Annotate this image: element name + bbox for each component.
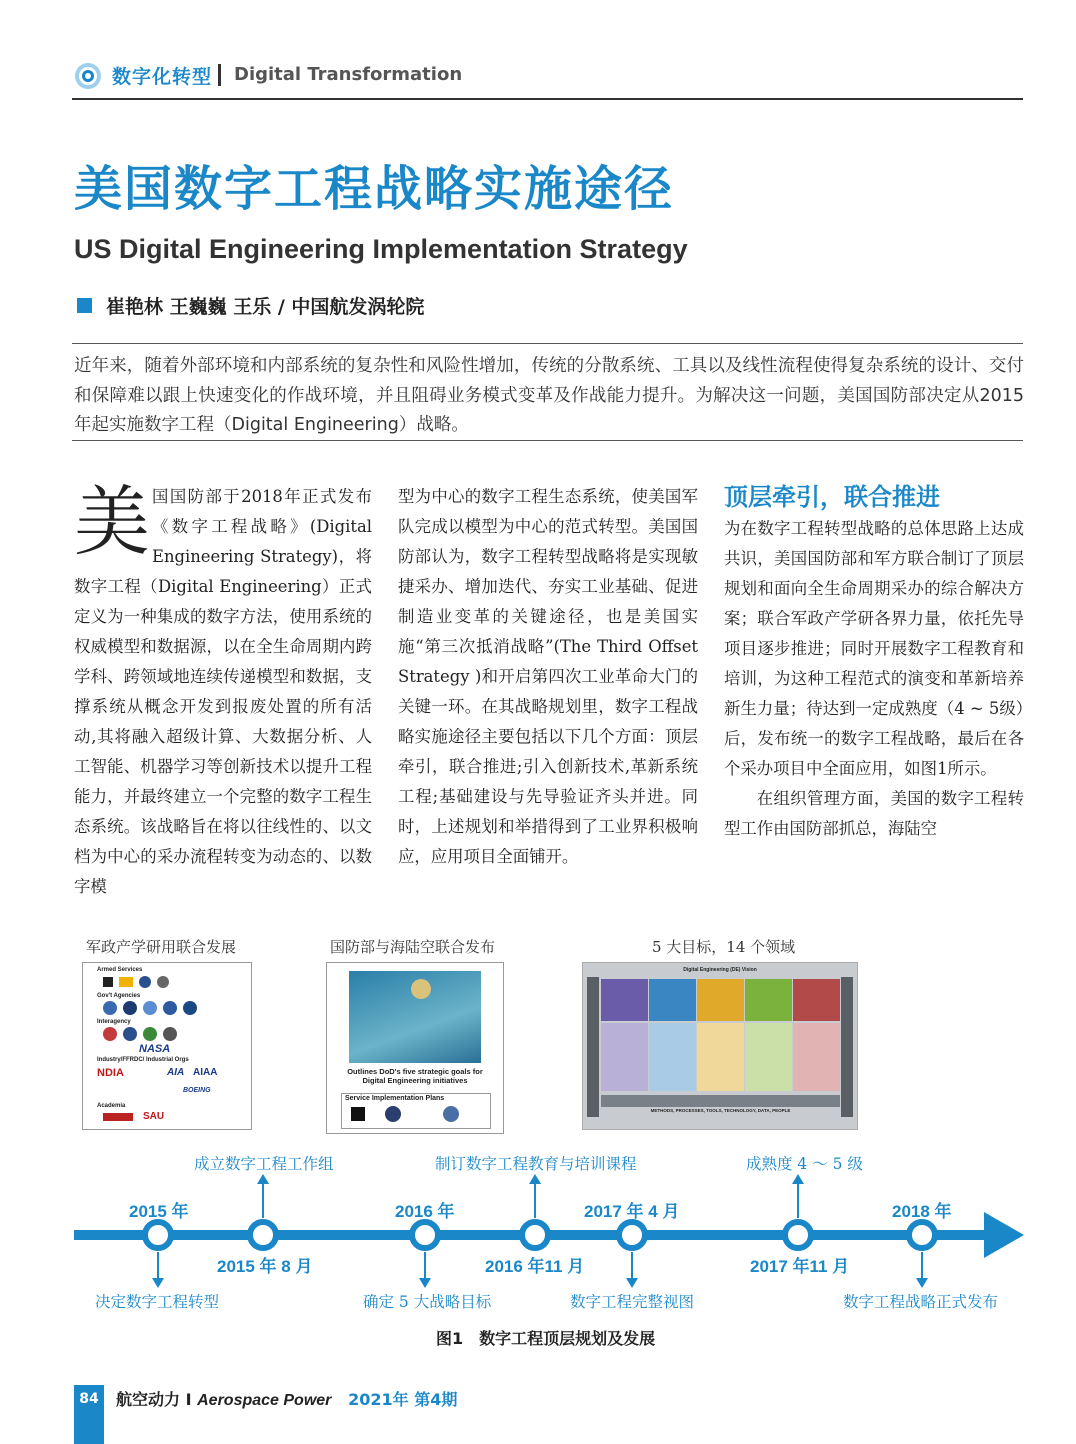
timeline-event: 制订数字工程教育与培训课程	[435, 1155, 637, 1173]
image-caption: 军政产学研用联合发展	[86, 938, 237, 956]
aia-logo-text: AIA	[167, 1067, 185, 1078]
page-number: 84	[79, 1391, 99, 1407]
caption-text: Academia	[97, 1103, 126, 1109]
caption-text: Interagency	[97, 1019, 131, 1025]
sau-logo-text: SAU	[143, 1111, 165, 1122]
timeline-event: 成立数字工程工作组	[194, 1155, 334, 1173]
timeline-chart	[70, 1170, 1030, 1300]
timeline-arrow	[419, 1278, 431, 1288]
body-column-2	[398, 482, 698, 872]
caption-text: Industry/FFRDC/ Industrial Orgs	[97, 1057, 189, 1063]
timeline-arrow	[152, 1278, 164, 1288]
caption-text: Gov't Agencies	[97, 993, 141, 999]
journal-name-en: Aerospace Power	[197, 1392, 332, 1409]
timeline-date: 2017 年 4 月	[584, 1202, 680, 1221]
vision-title: Digital Engineering (DE) Vision	[683, 967, 757, 973]
body-column-1	[74, 477, 372, 902]
timeline-date: 2016 年11 月	[485, 1257, 585, 1276]
drop-cap: 美	[74, 477, 150, 566]
boeing-logo-text: BOEING	[183, 1087, 211, 1094]
timeline-node	[522, 1222, 548, 1248]
timeline-event: 数字工程战略正式发布	[843, 1293, 999, 1311]
timeline-node	[412, 1222, 438, 1248]
timeline-date: 2016 年	[395, 1202, 455, 1221]
timeline-date: 2018 年	[892, 1202, 952, 1221]
timeline-arrow	[529, 1174, 541, 1184]
journal-name-cn: 航空动力	[116, 1390, 181, 1409]
de-vision-image	[582, 962, 858, 1130]
timeline-arrow	[792, 1174, 804, 1184]
author-marker	[77, 298, 92, 313]
section-title-cn: 数字化转型	[112, 66, 213, 88]
section-logo-icon	[74, 62, 102, 90]
plans-label: Service Implementation Plans	[345, 1095, 445, 1102]
timeline-event: 决定数字工程转型	[95, 1293, 220, 1311]
timeline-arrow	[257, 1174, 269, 1184]
cover-caption: Outlines DoD's five strategic goals for Digital Engineering initiatives	[347, 1067, 483, 1085]
timeline-date: 2017 年11 月	[750, 1257, 850, 1276]
article-title-cn: 美国数字工程战略实施途径	[74, 161, 675, 217]
timeline-arrow	[916, 1278, 928, 1288]
timeline-node	[250, 1222, 276, 1248]
vision-foundation: METHODS, PROCESSES, TOOLS, TECHNOLOGY, DATA, PEOPLE	[650, 1108, 791, 1113]
header-separator	[218, 64, 221, 86]
paragraph: 为在数字工程转型战略的总体思路上达成共识，美国国防部和军方联合制订了顶层规划和面向全生命周期采办的综合解决方案；联合军政产学研各界力量，依托先导项目逐步推进；同时开展数字工程教育和培训，为这种工程范式的演变和革新培养新生力量；待达到一定成熟度（4 ~ 5级）后，发布统一的数字工程战略，最后在各个采办项目中全面应用，如图1所示。	[724, 519, 1024, 778]
timeline-node	[145, 1222, 171, 1248]
timeline-event: 确定 5 大战略目标	[363, 1293, 492, 1311]
paragraph: 国国防部于2018年正式发布《数字工程战略》(Digital Engineering Strategy)，将数字工程（Digital Engineering）正式定义为一种集成的数字方法，使用系统的权威模型和数据源，以在全生命周期内跨学科、跨领域地连续传递模型和数据，支撑系统从概念开发到报废处置的所有活动,其将融入超级计算、大数据分析、人工智能、机器学习等创新技术以提升工程能力，并最终建立一个完整的数字工程生态系统。该战略旨在将以往线性的、以文档为中心的采办流程转变为动态的、以数字模	[74, 487, 372, 896]
image-caption: 国防部与海陆空联合发布	[330, 938, 496, 956]
timeline-arrowhead	[984, 1212, 1024, 1258]
paragraph: 型为中心的数字工程生态系统，使美国军队完成以模型为中心的范式转型。美国国防部认为，数字工程转型战略将是实现敏捷采办、增加迭代、夯实工业基础、促进制造业变革的关键途径，也是美国实施“第三次抵消战略”(The Third Offset Strategy )和开启第四次工业革命大门的关键一环。在其战略规划里，数字工程战略实施途径主要包括以下几个方面：顶层牵引，联合推进;引入创新技术,革新系统工程;基础建设与先导验证齐头并进。同时，上述规划和举措得到了工业界积极响应，应用项目全面铺开。	[398, 487, 698, 866]
partners-image	[82, 962, 252, 1130]
journal-line: 航空动力 I Aerospace Power 2021年 第4期	[116, 1390, 458, 1409]
timeline-event: 数字工程完整视图	[570, 1293, 695, 1311]
paragraph: 在组织管理方面，美国的数字工程转型工作由国防部抓总，海陆空	[724, 789, 1024, 838]
timeline-event: 成熟度 4 ～ 5 级	[746, 1155, 863, 1173]
timeline-date: 2015 年 8 月	[217, 1257, 313, 1276]
article-title-en: US Digital Engineering Implementation Strategy	[74, 234, 688, 264]
header-rule	[72, 98, 1023, 100]
timeline-node	[909, 1222, 935, 1248]
timeline-date: 2015 年	[129, 1202, 189, 1221]
timeline-arrow	[626, 1278, 638, 1288]
figure-caption: 图1 数字工程顶层规划及发展	[436, 1329, 656, 1348]
aiaa-logo-text: AIAA	[193, 1067, 218, 1078]
author-line: 崔艳林 王巍巍 王乐 / 中国航发涡轮院	[106, 296, 425, 318]
timeline-node	[619, 1222, 645, 1248]
section-heading: 顶层牵引，联合推进	[724, 483, 940, 511]
body-column-3	[724, 482, 1024, 844]
abstract-bottom-rule	[72, 440, 1023, 441]
nasa-logo-text: NASA	[139, 1043, 171, 1055]
journal-issue: 2021年 第4期	[348, 1390, 458, 1409]
abstract: 近年来，随着外部环境和内部系统的复杂性和风险性增加，传统的分散系统、工具以及线性流程使得复杂系统的设计、交付和保障难以跟上快速变化的作战环境，并且阻碍业务模式变革及作战能力提升。为解决这一问题，美国国防部决定从2015年起实施数字工程（Digital Engineering）战略。	[74, 356, 1024, 435]
ndia-logo-text: NDIA	[97, 1067, 124, 1079]
timeline-node	[785, 1222, 811, 1248]
image-caption: 5 大目标，14 个领域	[652, 938, 796, 956]
section-title-en: Digital Transformation	[234, 64, 463, 85]
strategy-cover-image	[326, 962, 504, 1134]
caption-text: Armed Services	[97, 967, 143, 973]
abstract-top-rule	[72, 343, 1023, 344]
